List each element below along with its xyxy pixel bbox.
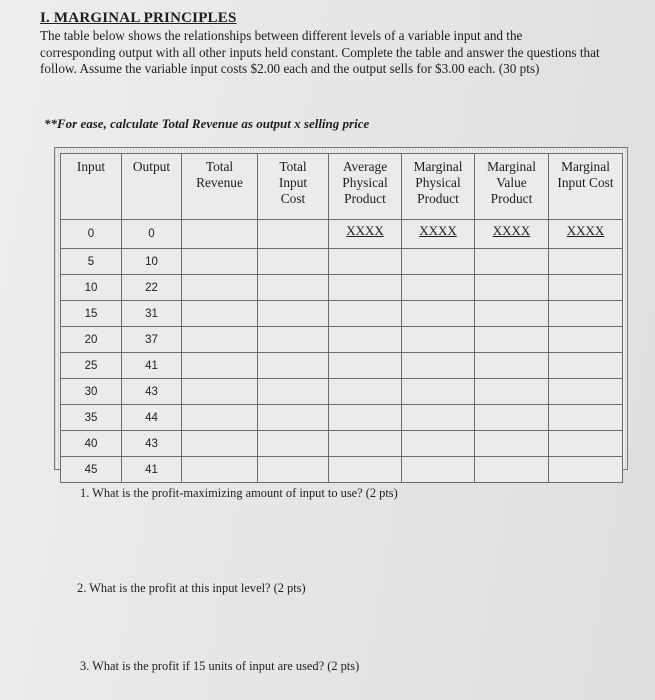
table-row — [61, 301, 623, 327]
output-cell: 43 — [122, 431, 182, 457]
question-2: 2. What is the profit at this input level? (2 pts) — [77, 581, 306, 595]
column-header-output — [122, 154, 182, 220]
column-header-average-physical-product — [329, 154, 402, 220]
blank-answer-cell[interactable] — [258, 431, 329, 457]
blank-answer-cell[interactable] — [475, 327, 549, 353]
blank-answer-cell[interactable] — [329, 379, 402, 405]
blank-answer-cell[interactable] — [329, 405, 402, 431]
blank-answer-cell[interactable] — [182, 379, 258, 405]
blank-answer-cell[interactable] — [329, 327, 402, 353]
blank-answer-cell[interactable] — [402, 353, 475, 379]
blank-answer-cell[interactable] — [549, 353, 623, 379]
output-cell: 44 — [122, 405, 182, 431]
column-header-line: Product — [490, 191, 533, 206]
question-1: 1. What is the profit-maximizing amount of input to use? (2 pts) — [80, 486, 398, 500]
output-cell: 37 — [122, 327, 182, 353]
blank-answer-cell[interactable] — [258, 379, 329, 405]
blank-answer-cell[interactable] — [475, 353, 549, 379]
column-header-line: Physical — [342, 175, 388, 190]
marginal-principles-table — [60, 153, 623, 483]
column-header-total-revenue — [182, 154, 258, 220]
blank-answer-cell[interactable] — [402, 327, 475, 353]
blank-answer-cell[interactable] — [258, 275, 329, 301]
table-row — [61, 353, 623, 379]
table-row — [61, 275, 623, 301]
table-header-row — [61, 154, 623, 220]
blank-answer-cell[interactable] — [258, 457, 329, 483]
blank-answer-cell[interactable] — [549, 405, 623, 431]
blank-answer-cell[interactable] — [258, 405, 329, 431]
blank-answer-cell[interactable] — [329, 353, 402, 379]
table-row — [61, 379, 623, 405]
input-cell: 35 — [61, 405, 122, 431]
column-header-line: Marginal — [487, 159, 536, 174]
table-row — [61, 327, 623, 353]
column-header-line: Value — [496, 175, 527, 190]
column-header-total-input-cost — [258, 154, 329, 220]
blank-answer-cell[interactable] — [475, 249, 549, 275]
column-header-marginal-physical-product — [402, 154, 475, 220]
blank-answer-cell[interactable] — [182, 457, 258, 483]
column-header-line: Average — [342, 159, 388, 174]
column-header-line: Output — [132, 159, 171, 174]
blank-answer-cell[interactable] — [182, 275, 258, 301]
table-row — [61, 249, 623, 275]
output-cell: 41 — [122, 457, 182, 483]
blank-answer-cell[interactable] — [402, 405, 475, 431]
blank-answer-cell[interactable] — [258, 327, 329, 353]
column-header-line: Product — [417, 191, 459, 206]
output-cell: 0 — [122, 220, 182, 249]
input-cell: 25 — [61, 353, 122, 379]
column-header-line: Physical — [415, 175, 461, 190]
input-cell: 10 — [61, 275, 122, 301]
column-header-line: Input — [278, 175, 308, 190]
blank-answer-cell[interactable] — [182, 353, 258, 379]
column-header-line: Cost — [280, 191, 306, 206]
blank-answer-cell[interactable] — [475, 431, 549, 457]
blank-answer-cell[interactable] — [549, 301, 623, 327]
column-header-line: Revenue — [196, 175, 243, 190]
blank-answer-cell[interactable] — [549, 275, 623, 301]
blank-answer-cell[interactable] — [329, 275, 402, 301]
column-header-line: Marginal — [413, 159, 463, 174]
column-header-line: Total — [279, 159, 307, 174]
column-header-marginal-value-product — [475, 154, 549, 220]
blank-answer-cell[interactable] — [402, 457, 475, 483]
column-header-line: Marginal — [561, 159, 610, 174]
column-header-line: Product — [344, 191, 386, 206]
not-applicable-cell: XXXX — [475, 220, 549, 249]
input-cell: 5 — [61, 249, 122, 275]
output-cell: 31 — [122, 301, 182, 327]
blank-answer-cell[interactable] — [329, 457, 402, 483]
blank-answer-cell[interactable] — [329, 301, 402, 327]
blank-answer-cell[interactable] — [182, 249, 258, 275]
section-instructions: The table below shows the relationships between different levels of a variable input and the corresponding output with all other inputs held constant. Complete the table and answer the questions that follow. Assume the variable input costs $2.00 each and the output sells for $3.00 each. (30 pts) — [40, 28, 600, 76]
column-header-marginal-input-cost — [549, 154, 623, 220]
input-cell: 15 — [61, 301, 122, 327]
blank-answer-cell[interactable] — [329, 431, 402, 457]
question-3: 3. What is the profit if 15 units of input are used? (2 pts) — [80, 659, 360, 673]
column-header-line: Input — [76, 159, 106, 174]
table-frame — [54, 147, 628, 476]
blank-answer-cell[interactable] — [182, 301, 258, 327]
not-applicable-cell: XXXX — [402, 220, 475, 249]
blank-answer-cell[interactable] — [549, 327, 623, 353]
input-cell: 45 — [61, 457, 122, 483]
blank-answer-cell[interactable] — [258, 353, 329, 379]
table-row — [61, 220, 623, 249]
output-cell: 10 — [122, 249, 182, 275]
input-cell: 30 — [61, 379, 122, 405]
blank-answer-cell[interactable] — [258, 220, 329, 249]
table-row — [61, 405, 623, 431]
blank-answer-cell[interactable] — [549, 431, 623, 457]
blank-answer-cell[interactable] — [402, 379, 475, 405]
blank-answer-cell[interactable] — [549, 457, 623, 483]
input-cell: 20 — [61, 327, 122, 353]
column-header-line: Total — [205, 159, 234, 174]
blank-answer-cell[interactable] — [475, 275, 549, 301]
column-header-input — [61, 154, 122, 220]
blank-answer-cell[interactable] — [475, 301, 549, 327]
column-header-line: Input Cost — [557, 175, 614, 190]
blank-answer-cell[interactable] — [549, 379, 623, 405]
blank-answer-cell[interactable] — [182, 431, 258, 457]
blank-answer-cell[interactable] — [475, 457, 549, 483]
not-applicable-cell: XXXX — [549, 220, 623, 249]
blank-answer-cell[interactable] — [475, 379, 549, 405]
blank-answer-cell[interactable] — [258, 249, 329, 275]
blank-answer-cell[interactable] — [402, 301, 475, 327]
table-row — [61, 431, 623, 457]
blank-answer-cell[interactable] — [402, 275, 475, 301]
blank-answer-cell[interactable] — [182, 327, 258, 353]
blank-answer-cell[interactable] — [475, 405, 549, 431]
table-body — [61, 220, 623, 483]
blank-answer-cell[interactable] — [402, 431, 475, 457]
blank-answer-cell[interactable] — [549, 249, 623, 275]
output-cell: 41 — [122, 353, 182, 379]
not-applicable-cell: XXXX — [329, 220, 402, 249]
section-heading: I. MARGINAL PRINCIPLES — [40, 10, 237, 26]
blank-answer-cell[interactable] — [402, 249, 475, 275]
calculation-note: **For ease, calculate Total Revenue as output x selling price — [44, 116, 370, 131]
blank-answer-cell[interactable] — [182, 220, 258, 249]
input-cell: 40 — [61, 431, 122, 457]
blank-answer-cell[interactable] — [258, 301, 329, 327]
input-cell: 0 — [61, 220, 122, 249]
blank-answer-cell[interactable] — [182, 405, 258, 431]
blank-answer-cell[interactable] — [329, 249, 402, 275]
output-cell: 22 — [122, 275, 182, 301]
output-cell: 43 — [122, 379, 182, 405]
table-row — [61, 457, 623, 483]
